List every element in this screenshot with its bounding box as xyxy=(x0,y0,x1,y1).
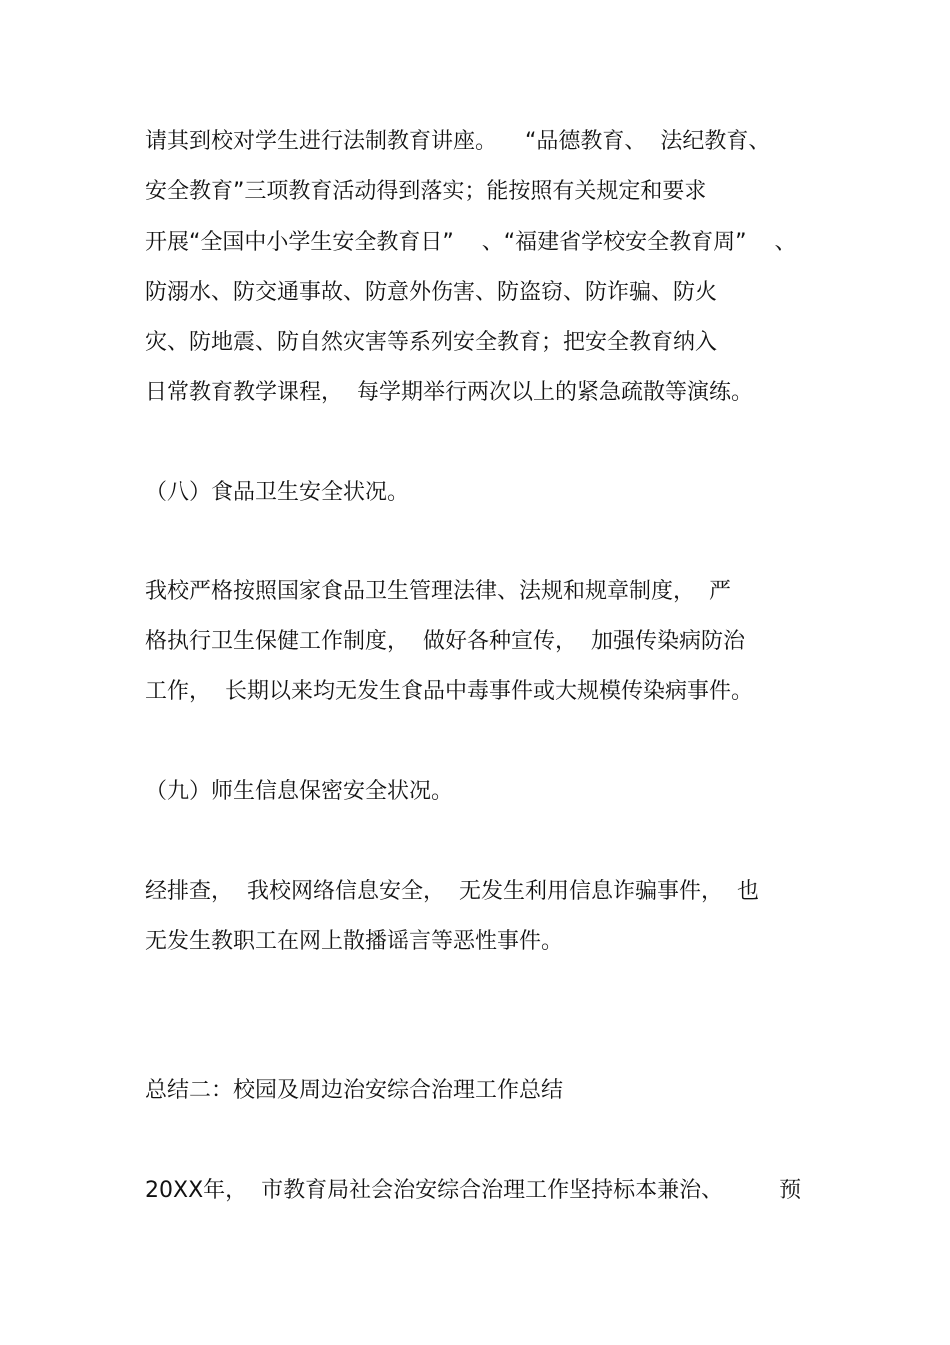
paragraph-line: 格执行卫生保健工作制度， 做好各种宣传， 加强传染病防治 xyxy=(145,629,745,654)
section-heading-8: （八）食品卫生安全状况。 xyxy=(145,480,410,505)
paragraph-line: 灾、防地震、防自然灾害等系列安全教育；把安全教育纳入 xyxy=(145,330,718,355)
paragraph-line: 安全教育”三项教育活动得到落实；能按照有关规定和要求 xyxy=(145,179,707,204)
paragraph-line: 无发生教职工在网上散播谣言等恶性事件。 xyxy=(145,929,564,954)
paragraph-line: 开展“全国中小学生安全教育日” 、“福建省学校安全教育周” 、 xyxy=(145,230,797,255)
summary-title: 总结二：校园及周边治安综合治理工作总结 xyxy=(145,1078,564,1103)
paragraph-line: 防溺水、防交通事故、防意外伤害、防盗窃、防诈骗、防火 xyxy=(145,280,718,305)
paragraph-line: 20XX年， 市教育局社会治安综合治理工作坚持标本兼治、 预 xyxy=(145,1178,802,1203)
paragraph-line: 经排查， 我校网络信息安全， 无发生利用信息诈骗事件， 也 xyxy=(145,879,759,904)
paragraph-line: 请其到校对学生进行法制教育讲座。 “品德教育、 法纪教育、 xyxy=(145,129,771,154)
paragraph-line: 我校严格按照国家食品卫生管理法律、法规和规章制度， 严 xyxy=(145,579,731,604)
paragraph-line: 日常教育教学课程， 每学期举行两次以上的紧急疏散等演练。 xyxy=(145,380,753,405)
paragraph-line: 工作， 长期以来均无发生食品中毒事件或大规模传染病事件。 xyxy=(145,679,753,704)
section-heading-9: （九）师生信息保密安全状况。 xyxy=(145,779,454,804)
